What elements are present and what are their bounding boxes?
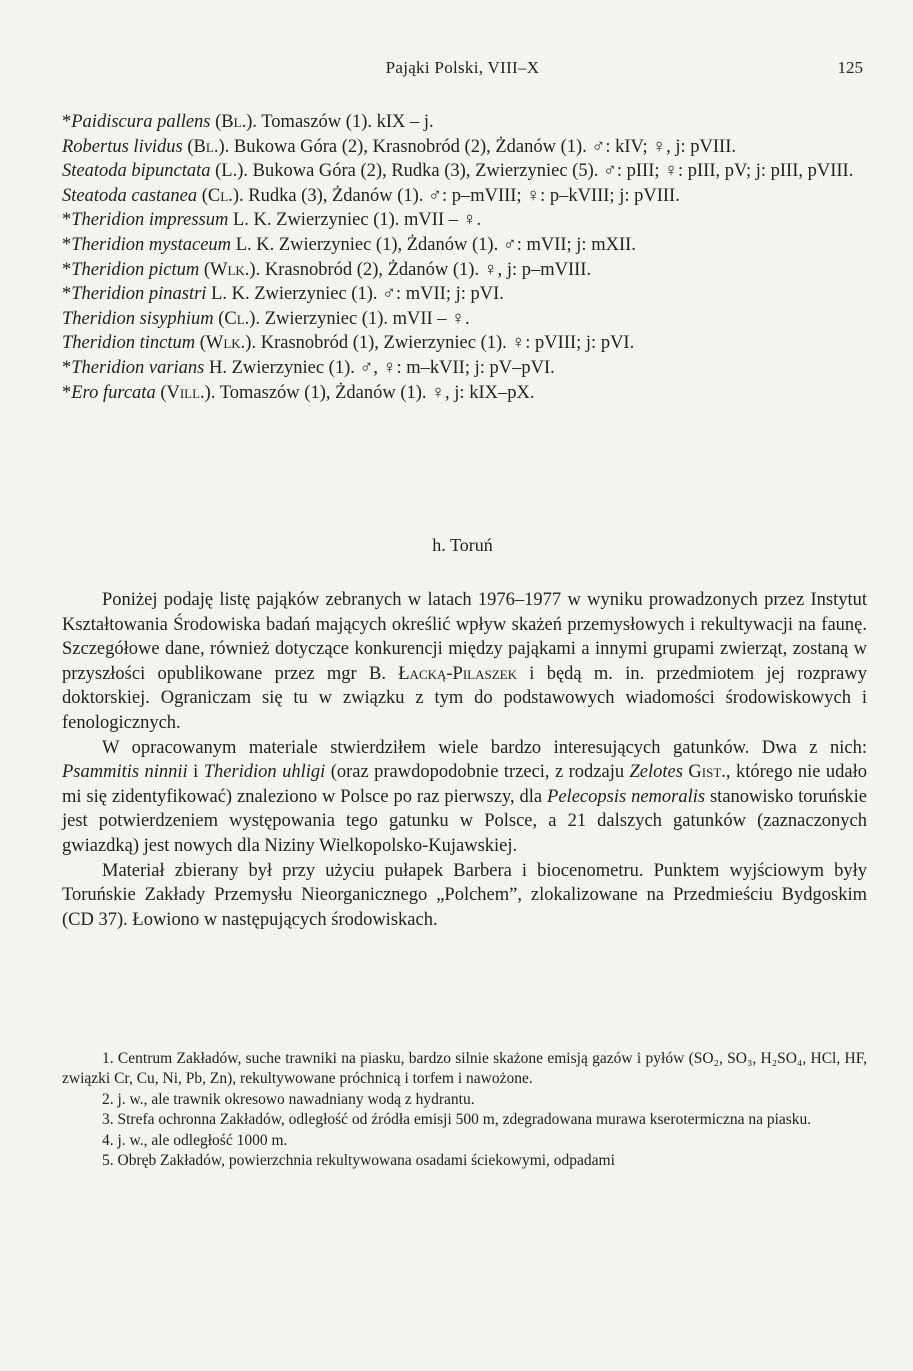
paragraph: W opracowanym materiale stwierdziłem wiele bardzo interesujących gatunków. Dwa z nich: Psammitis ninnii i Theridion uhligi (oraz prawdopodobnie trzeci, z rodzaju Zelotes Gist., którego nie udało mi się zidentyfikować) znaleziono w Polsce po raz pierwszy, dla Pelecopsis nemoralis stanowisko toruńskie jest potwierdzeniem występowania tego gatunku w Polsce, a 21 dalszych gatunków (zaznaczonych gwiazdką) jest nowych dla Niziny Wielkopolsko-Kujawskiej.: [62, 737, 868, 856]
species-name: Robertus lividus: [62, 136, 183, 157]
habitat-item: 5. Obręb Zakładów, powierzchnia rekultywowana osadami ściekowymi, odpadami: [102, 1152, 615, 1170]
habitat-item: 3. Strefa ochronna Zakładów, odległość od źródła emisji 500 m, zdegradowana murawa kserotermiczna na piasku.: [102, 1111, 812, 1129]
species-entry: *Paidiscura pallens (Bl.). Tomaszów (1). kIX – j.: [62, 112, 434, 132]
species-name: Theridion pinastri: [71, 284, 207, 305]
habitat-item: 4. j. w., ale odległość 1000 m.: [102, 1131, 288, 1149]
species-entry: *Ero furcata (Vill.). Tomaszów (1), Żdanów (1). ♀, j: kIX–pX.: [62, 382, 535, 403]
species-name: Theridion impressum: [71, 210, 229, 231]
species-entry: Steatoda castanea (Cl.). Rudka (3), Żdanów (1). ♂: p–mVIII; ♀: p–kVIII; j: pVIII.: [62, 185, 680, 206]
habitat-item: 1. Centrum Zakładów, suche trawniki na piasku, bardzo silnie skażone emisją gazów i pyłów (SO₂, SO₃, H₂SO₄, HCl, HF, związki Cr, Cu, Ni, Pb, Zn), rekultywowane próchnicą i torfem i nawożone.: [62, 1050, 867, 1088]
body-text: [62, 588, 867, 932]
species-entry: Theridion sisyphium (Cl.). Zwierzyniec (1). mVII – ♀.: [62, 308, 470, 329]
species-entry: Steatoda bipunctata (L.). Bukowa Góra (2), Rudka (3), Zwierzyniec (5). ♂: pIII; ♀: pIII, pV; j: pIII, pVIII.: [62, 161, 854, 182]
species-name: Paidiscura pallens: [71, 112, 211, 132]
species-name: Theridion tinctum: [62, 333, 196, 354]
species-entry: Robertus lividus (Bl.). Bukowa Góra (2), Krasnobród (2), Żdanów (1). ♂: kIV; ♀, j: pVIII.: [62, 136, 736, 157]
species-list: [62, 110, 867, 405]
section-heading: h. Toruń: [432, 535, 493, 555]
running-title: Pająki Polski, VIII–X: [385, 58, 540, 77]
habitat-list: [62, 1049, 867, 1171]
species-name: Theridion sisyphium: [62, 308, 214, 329]
species-entry: *Theridion mystaceum L. K. Zwierzyniec (1), Żdanów (1). ♂: mVII; j: mXII.: [62, 234, 636, 255]
paragraph: Poniżej podaję listę pająków zebranych w latach 1976–1977 w wyniku prowadzonych przez Instytut Kształtowania Środowiska badań mających określić wpływ skażeń przemysłowych i rekultywacji na faunę. Szczegółowe dane, również dotyczące konkurencji między pająkami a innymi grupami zwierząt, zostaną w przyszłości opublikowane przez mgr B. Łacką-Pilaszek i będą m. in. przedmiotem jej rozprawy doktorskiej. Ograniczam się tu w związku z tym do podstawowych wiadomości środowiskowych i fenologicznych.: [62, 590, 867, 733]
species-name: Ero furcata: [71, 382, 156, 403]
species-entry: *Theridion impressum L. K. Zwierzyniec (1). mVII – ♀.: [62, 210, 482, 231]
species-entry: *Theridion pinastri L. K. Zwierzyniec (1). ♂: mVII; j: pVI.: [62, 284, 504, 305]
habitat-item: 2. j. w., ale trawnik okresowo nawadniany wodą z hydrantu.: [102, 1090, 475, 1108]
species-name: Theridion pictum: [71, 259, 200, 280]
species-entry: Theridion tinctum (Wlk.). Krasnobród (1), Zwierzyniec (1). ♀: pVIII; j: pVI.: [62, 333, 635, 354]
author-name: Łacką-Pilaszek: [398, 663, 517, 684]
species-entry: *Theridion pictum (Wlk.). Krasnobród (2), Żdanów (1). ♀, j: p–mVIII.: [62, 259, 592, 280]
species-entry: *Theridion varians H. Zwierzyniec (1). ♂, ♀: m–kVII; j: pV–pVI.: [62, 357, 555, 378]
species-name: Steatoda castanea: [62, 185, 198, 206]
species-name: Theridion varians: [71, 357, 205, 378]
species-name: Steatoda bipunctata: [62, 161, 211, 182]
paragraph: Materiał zbierany był przy użyciu pułapek Barbera i biocenometru. Punktem wyjściowym były Toruńskie Zakłady Przemysłu Nieorganicznego „Polchem”, zlokalizowane na Przedmieściu Bydgoskim (CD 37). Łowiono w następujących środowiskach.: [62, 860, 867, 930]
page-number: 125: [837, 58, 863, 77]
species-name: Theridion mystaceum: [71, 234, 232, 255]
page-header: [62, 58, 863, 82]
